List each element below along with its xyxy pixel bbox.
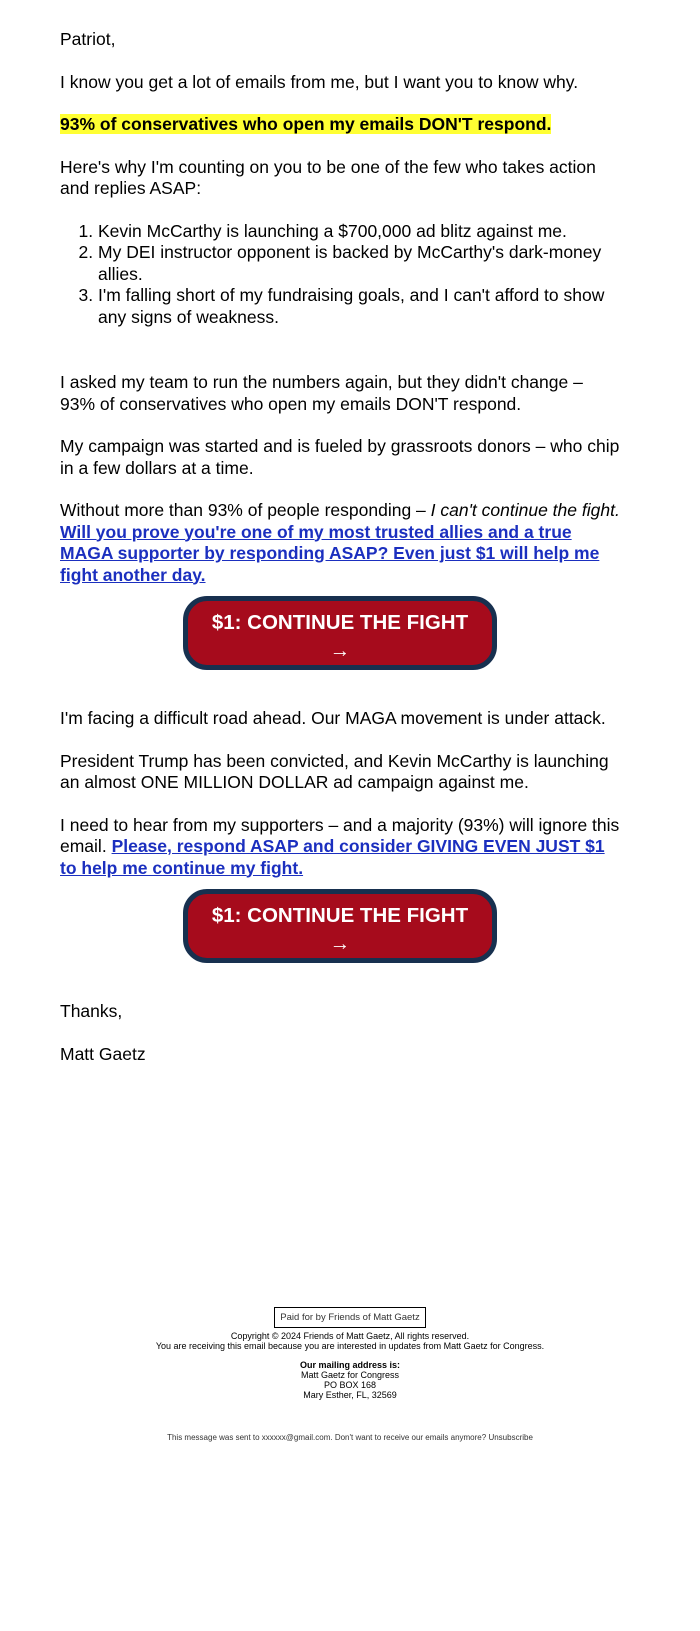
intro-paragraph: I know you get a lot of emails from me, but I want you to know why.	[60, 71, 579, 92]
address-line: Matt Gaetz for Congress	[300, 1370, 400, 1380]
reason-item: 2. My DEI instructor opponent is backed by McCarthy's dark-money allies.	[98, 242, 620, 285]
grassroots-paragraph: My campaign was started and is fueled by grassroots donors – who chip in a few dollars at a time.	[60, 436, 620, 478]
reason-item: 1. Kevin McCarthy is launching a $700,000 ad blitz against me.	[98, 221, 620, 243]
reason-item: 3. I'm falling short of my fundraising goals, and I can't afford to show any signs of weakness.	[98, 285, 620, 328]
reasons-list	[60, 221, 620, 329]
email-body	[60, 29, 620, 1065]
signature: Matt Gaetz	[60, 1043, 146, 1064]
need-paragraph	[60, 815, 620, 880]
continue-fight-button-2[interactable]	[183, 889, 497, 963]
legal-text: This message was sent to xxxxxx@gmail.com. Don't want to receive our emails anymore?	[167, 1433, 487, 1442]
address-line: Mary Esther, FL, 32569	[303, 1390, 397, 1400]
greeting: Patriot,	[60, 29, 116, 49]
thanks: Thanks,	[60, 1001, 123, 1021]
numbers-paragraph: I asked my team to run the numbers again, but they didn't change – 93% of conservatives who open my emails DON'T respond.	[60, 372, 583, 414]
address-title: Our mailing address is:	[299, 1360, 401, 1370]
address-line: PO BOX 168	[323, 1380, 377, 1390]
paid-for-box: Paid for by Friends of Matt Gaetz	[274, 1307, 425, 1328]
donate-link-2[interactable]: Please, respond ASAP and consider GIVING EVEN JUST $1 to help me continue my fight.	[60, 836, 605, 878]
without-paragraph	[60, 500, 620, 586]
road-paragraph: I'm facing a difficult road ahead. Our MAGA movement is under attack.	[60, 708, 606, 728]
continue-fight-button-1[interactable]	[183, 596, 497, 670]
arrow-right-icon: →	[329, 639, 351, 662]
cta-label: $1: CONTINUE THE FIGHT	[211, 611, 469, 634]
without-italic: I can't continue the fight.	[430, 500, 620, 520]
arrow-right-icon: →	[329, 932, 351, 955]
cta-label: $1: CONTINUE THE FIGHT	[211, 904, 469, 927]
reasons-intro: Here's why I'm counting on you to be one of the few who takes action and replies ASAP:	[60, 156, 596, 198]
donate-link-1[interactable]: Will you prove you're one of my most trusted allies and a true MAGA supporter by responding ASAP? Even just $1 will help me fight another day.	[60, 521, 600, 585]
legal-notice	[0, 1433, 700, 1443]
receiving-notice: You are receiving this email because you are interested in updates from Matt Gaetz for Congress.	[155, 1341, 545, 1351]
trump-paragraph: President Trump has been convicted, and Kevin McCarthy is launching an almost ONE MILLION DOLLAR ad campaign against me.	[60, 750, 609, 792]
copyright: Copyright © 2024 Friends of Matt Gaetz, All rights reserved.	[230, 1331, 470, 1341]
need-text: I need to hear from my supporters – and a majority (93%) will ignore this email.	[60, 814, 620, 856]
email-footer	[0, 1307, 700, 1443]
highlighted-statement: 93% of conservatives who open my emails DON'T respond.	[60, 114, 552, 134]
without-text: Without more than 93% of people responding –	[60, 500, 431, 520]
unsubscribe-link[interactable]: Unsubscribe	[488, 1433, 533, 1442]
